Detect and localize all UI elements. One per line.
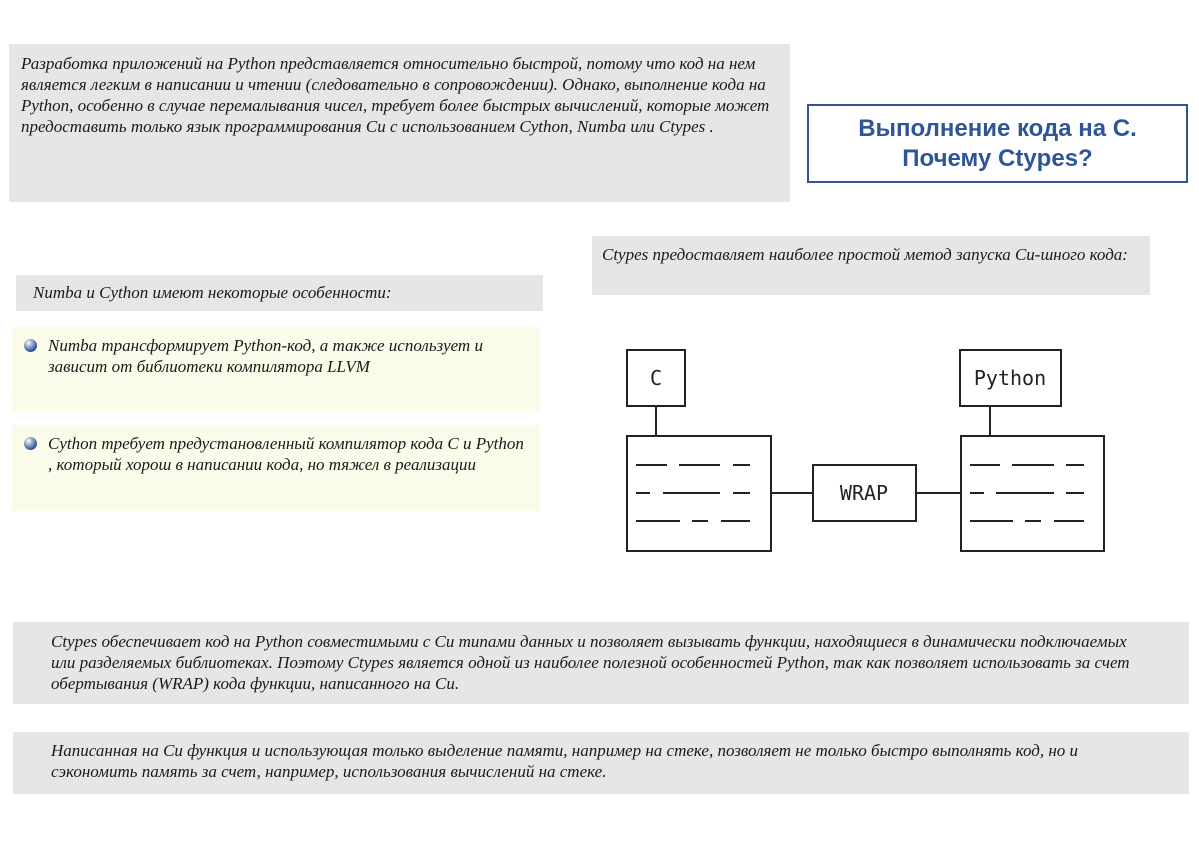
python-label: Python — [973, 366, 1047, 390]
bullet-text: Numba трансформирует Python-код, а также использует и зависит от библиотеки компилятора LLVM — [48, 336, 483, 376]
ctypes-note: Ctypes предоставляет наиболее простой метод запуска Си-шного кода: — [592, 236, 1150, 295]
c-code-lines-icon — [636, 465, 750, 521]
ctypes-paragraph: Ctypes обеспечивает код на Python совместимыми с Си типами данных и позволяет вызывать функции, находящиеся в динамически подключаемых или разделяемых библиотеках. Поэтому Ctypes является одной из наиболее полезной особенностей Python, так как позволяет использовать за счет обертывания (WRAP) кода функции, написанного на Си. — [13, 622, 1189, 704]
wrap-label: WRAP — [839, 481, 889, 505]
slide-title: Выполнение кода на C. Почему Ctypes? — [807, 104, 1188, 183]
python-code-lines-icon — [970, 465, 1084, 521]
stack-paragraph: Написанная на Си функция и использующая только выделение памяти, например на стеке, позволяет не только быстро выполнять код, но и сэкономить память за счет, например, использования вычислений на стеке. — [13, 732, 1189, 794]
intro-paragraph: Разработка приложений на Python представляется относительно быстрой, потому что код на нем является легким в написании и чтении (следовательно в сопровождении). Однако, выполнение кода на Python, особенно в случае перемалывания чисел, требует более быстрых вычислений, которые может предоставить только язык программирования Си с использованием Cython, Numba или Ctypes . — [9, 44, 790, 202]
bullet-text: Cython требует предустановленный компилятор кода C и Python , который хорош в написании кода, но тяжел в реализации — [48, 434, 524, 474]
features-heading: Numba и Cython имеют некоторые особенности: — [16, 275, 543, 311]
c-label: C — [649, 366, 663, 390]
